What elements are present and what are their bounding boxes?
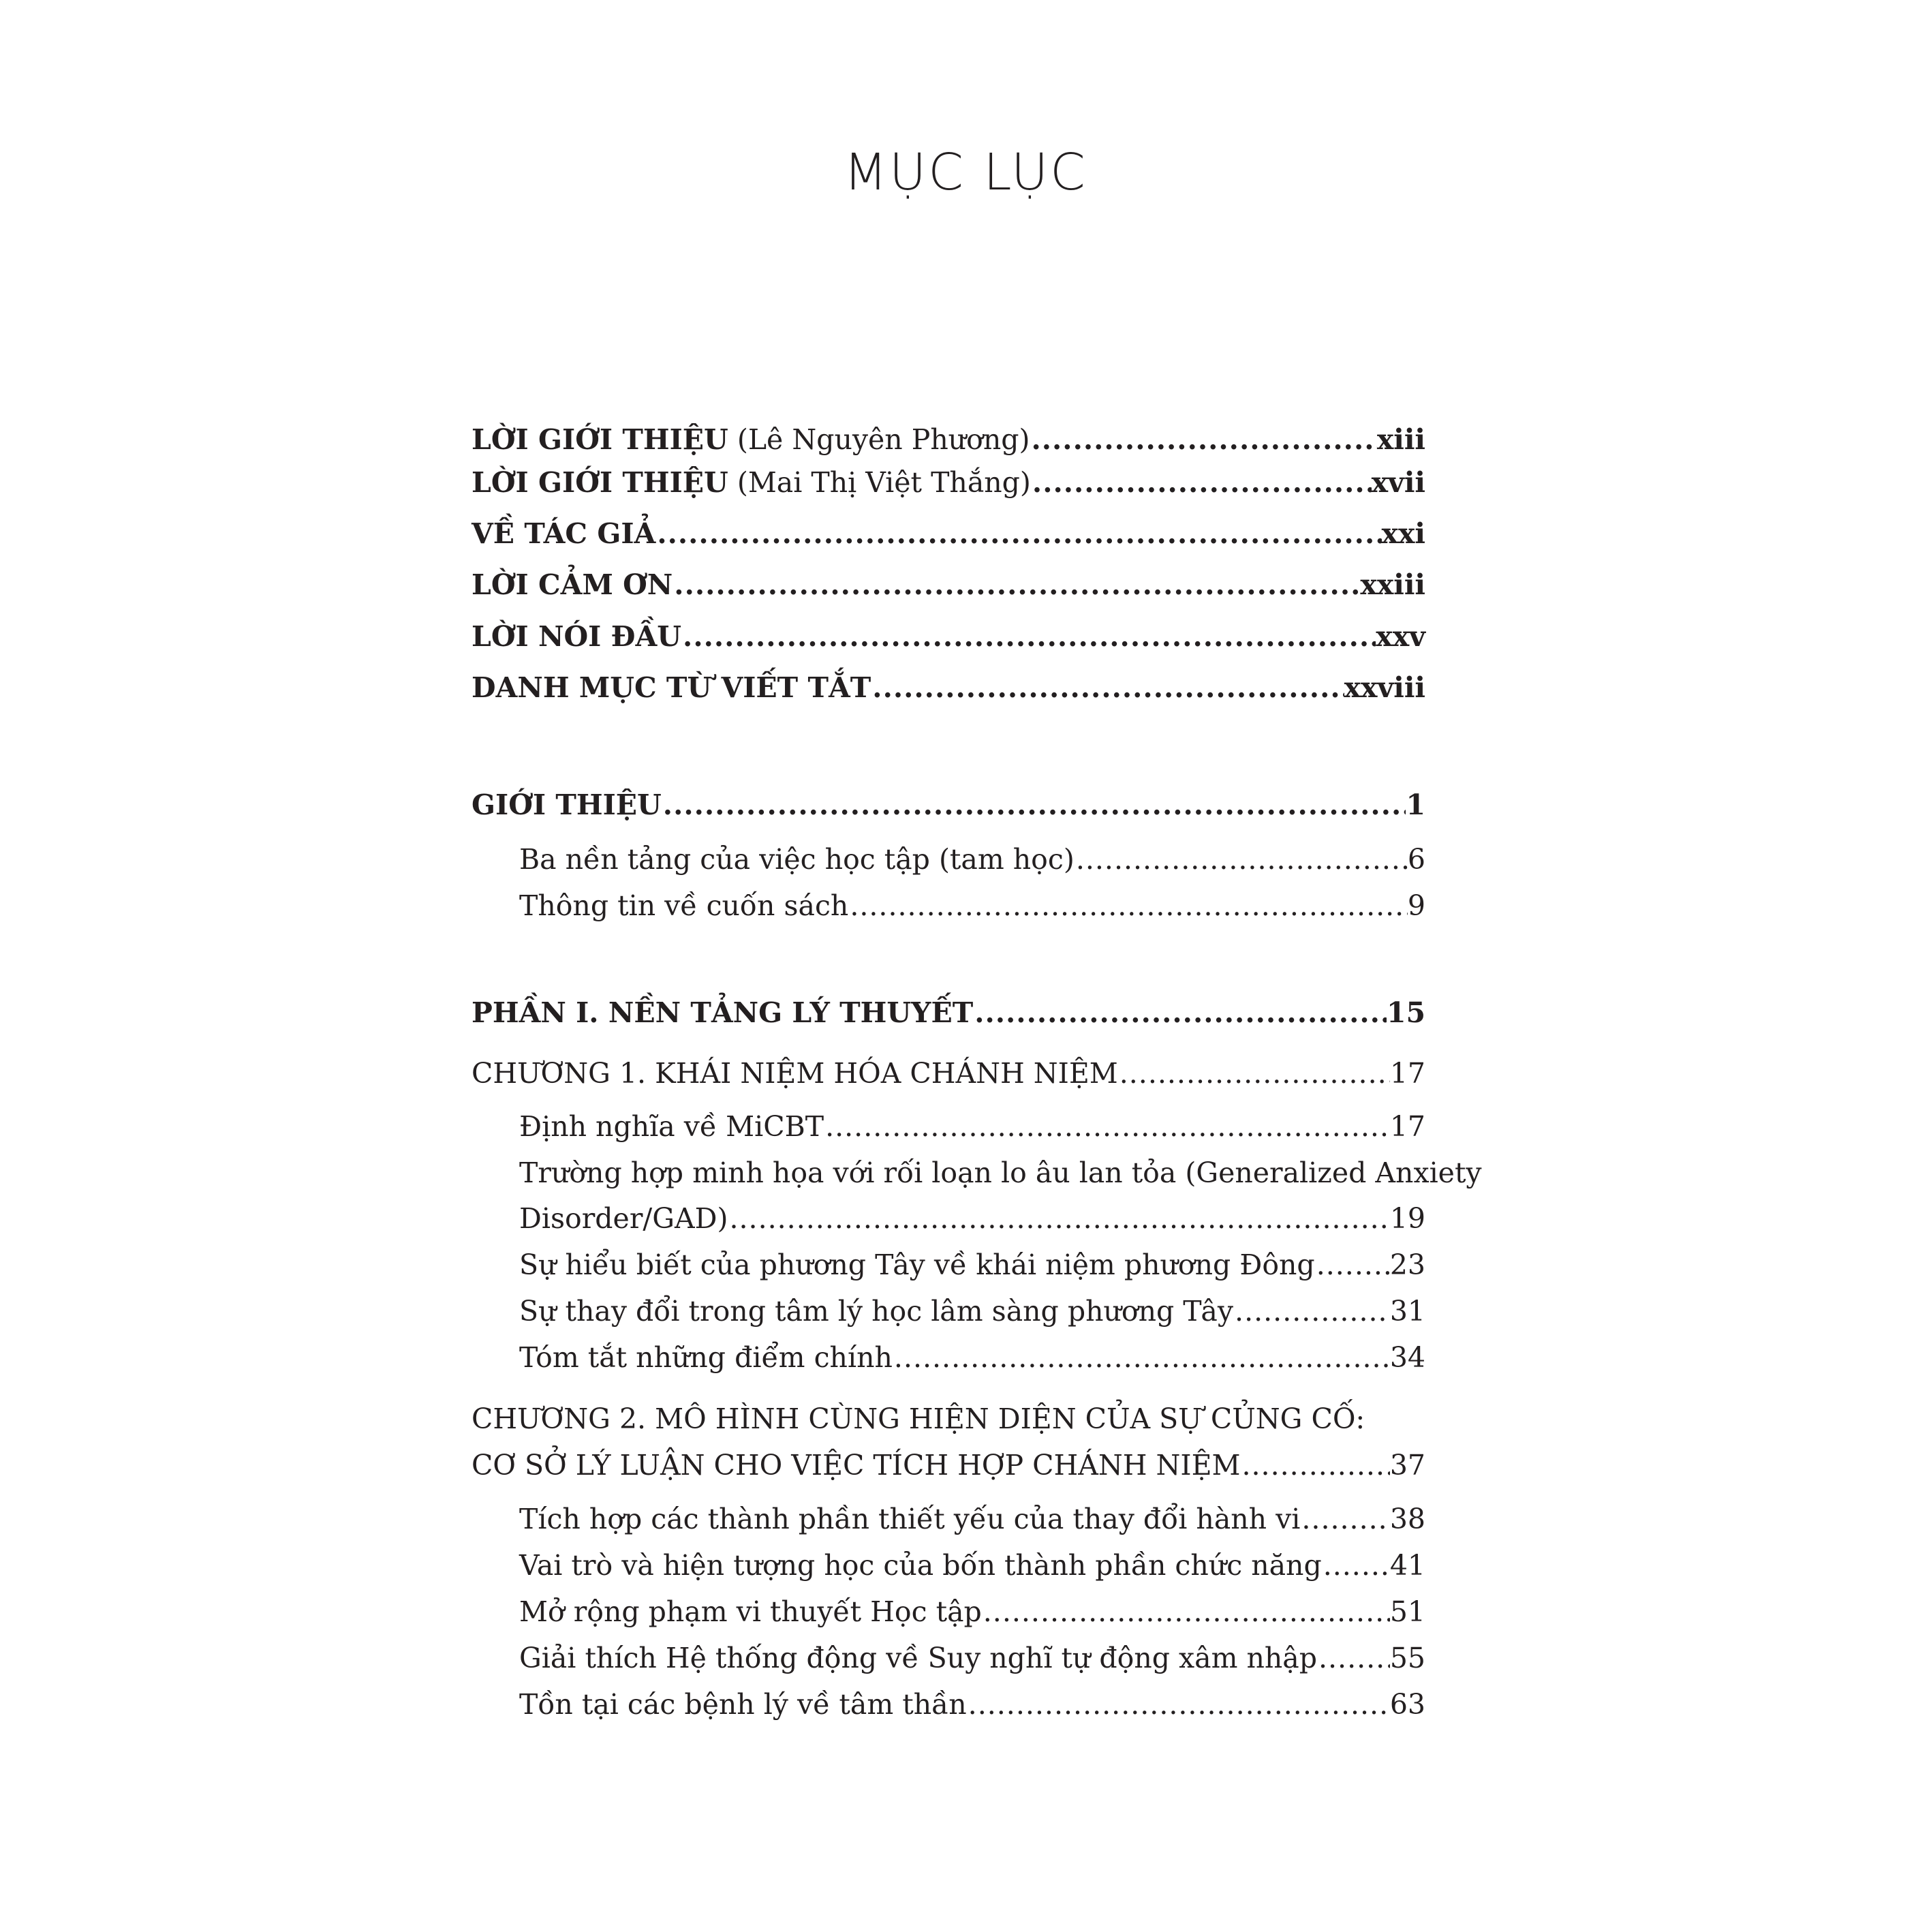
toc-entry-title: GIỚI THIỆU	[472, 788, 662, 821]
toc-entry	[472, 1400, 1425, 1437]
toc-page-number: 34	[1389, 1341, 1425, 1374]
toc-entry	[519, 887, 1425, 924]
toc-entry-title: Sự thay đổi trong tâm lý học lâm sàng phương Tây	[519, 1295, 1234, 1328]
toc-entry-title: Thông tin về cuốn sách	[519, 889, 849, 922]
toc-entry	[519, 1593, 1425, 1630]
dot-leader	[973, 994, 1387, 1031]
toc-entry-title: CƠ SỞ LÝ LUẬN CHO VIỆC TÍCH HỢP CHÁNH NIỆM	[472, 1449, 1241, 1482]
toc-page-number: xvii	[1371, 466, 1425, 499]
toc-page-number: 1	[1406, 788, 1425, 821]
dot-leader	[1317, 1640, 1390, 1676]
toc-page-number: xxv	[1376, 620, 1425, 653]
toc-page-number: 63	[1389, 1688, 1425, 1721]
toc-entry	[519, 1547, 1425, 1584]
toc-page-number: 31	[1389, 1295, 1425, 1328]
toc-entry	[472, 421, 1425, 458]
toc-page-number: 15	[1386, 996, 1425, 1029]
toc-entry-title: LỜI GIỚI THIỆU	[472, 423, 728, 456]
toc-entry	[519, 1293, 1425, 1330]
toc-page-number: 19	[1389, 1202, 1425, 1235]
toc-entry-title: CHƯƠNG 1. KHÁI NIỆM HÓA CHÁNH NIỆM	[472, 1057, 1118, 1090]
dot-leader	[893, 1339, 1390, 1376]
dot-leader	[871, 669, 1344, 706]
dot-leader	[1300, 1501, 1389, 1537]
toc-entry	[472, 515, 1425, 552]
toc-entry-title: Sự hiểu biết của phương Tây về khái niệm phương Đông	[519, 1248, 1315, 1281]
toc-page-number: 23	[1389, 1248, 1425, 1281]
toc-entry-title: Định nghĩa về MiCBT	[519, 1110, 824, 1143]
toc-entry	[472, 669, 1425, 706]
toc-entry	[472, 786, 1425, 823]
toc-page-number: xxiii	[1360, 568, 1425, 601]
toc-entry-title: Tồn tại các bệnh lý về tâm thần	[519, 1688, 967, 1721]
toc-entry	[519, 1640, 1425, 1676]
toc-page-number: xxviii	[1344, 671, 1425, 704]
toc-entry	[519, 1501, 1425, 1537]
toc-page-number: 38	[1389, 1503, 1425, 1535]
toc-entry-title: Disorder/GAD)	[519, 1202, 728, 1235]
toc-entry	[472, 618, 1425, 655]
dot-leader	[1240, 1447, 1389, 1484]
dot-leader	[1118, 1055, 1390, 1092]
dot-leader	[1030, 421, 1376, 458]
toc-entry-title: LỜI NÓI ĐẦU	[472, 620, 682, 653]
toc-entry-title: Mở rộng phạm vi thuyết Học tập	[519, 1595, 982, 1628]
toc-entry-title: Trường hợp minh họa với rối loạn lo âu lan tỏa (Generalized Anxiety	[519, 1156, 1482, 1189]
dot-leader	[1315, 1246, 1390, 1283]
dot-leader	[1233, 1293, 1390, 1330]
toc-entry	[519, 1108, 1425, 1145]
toc-entry-title: CHƯƠNG 2. MÔ HÌNH CÙNG HIỆN DIỆN CỦA SỰ CỦNG CỐ:	[472, 1402, 1365, 1435]
toc-page-number: 9	[1407, 889, 1425, 922]
toc-entry-title: DANH MỤC TỪ VIẾT TẮT	[472, 671, 871, 704]
dot-leader	[824, 1108, 1390, 1145]
toc-entry	[519, 1246, 1425, 1283]
toc-entry-title: LỜI GIỚI THIỆU	[472, 466, 728, 499]
dot-leader	[1322, 1547, 1390, 1584]
toc-entry	[472, 994, 1425, 1031]
toc-entry-title: VỀ TÁC GIẢ	[472, 517, 656, 550]
toc-entry-title: LỜI CẢM ƠN	[472, 568, 673, 601]
dot-leader	[728, 1200, 1389, 1237]
toc-page-number: 55	[1389, 1642, 1425, 1674]
dot-leader	[655, 515, 1381, 552]
dot-leader	[673, 566, 1360, 603]
toc-page-number: 6	[1407, 843, 1425, 876]
toc-page-number: xiii	[1376, 423, 1425, 456]
dot-leader	[681, 618, 1376, 655]
dot-leader	[982, 1593, 1390, 1630]
toc-entry-title: Tích hợp các thành phần thiết yếu của thay đổi hành vi	[519, 1503, 1301, 1535]
toc-entry-title: PHẦN I. NỀN TẢNG LÝ THUYẾT	[472, 996, 974, 1029]
dot-leader	[1075, 841, 1408, 878]
toc-page-number: 17	[1389, 1110, 1425, 1143]
toc-entry-title: Tóm tắt những điểm chính	[519, 1341, 893, 1374]
page-title: MỤC LỤC	[844, 143, 1087, 202]
toc-entry-title: Ba nền tảng của việc học tập (tam học)	[519, 843, 1075, 876]
toc-page-number: 51	[1389, 1595, 1425, 1628]
dot-leader	[967, 1686, 1390, 1723]
toc-page-number: 17	[1389, 1057, 1425, 1090]
toc-entry-title: Giải thích Hệ thống động về Suy nghĩ tự động xâm nhập	[519, 1642, 1317, 1674]
toc-entry	[519, 1339, 1425, 1376]
dot-leader	[662, 786, 1406, 823]
toc-entry	[472, 566, 1425, 603]
toc-page-number: 37	[1389, 1449, 1425, 1482]
toc-entry	[519, 1200, 1425, 1237]
toc-entry	[519, 1154, 1482, 1191]
dot-leader	[1031, 464, 1372, 501]
toc-entry-title: Vai trò và hiện tượng học của bốn thành phần chức năng	[519, 1549, 1322, 1582]
toc-page-number: 41	[1389, 1549, 1425, 1582]
dot-leader	[848, 887, 1408, 924]
toc-entry-subtitle: (Mai Thị Việt Thắng)	[728, 466, 1031, 499]
toc-entry	[472, 464, 1425, 501]
toc-entry	[472, 1447, 1425, 1484]
toc-entry	[472, 1055, 1425, 1092]
toc-entry-subtitle: (Lê Nguyên Phương)	[728, 423, 1030, 456]
toc-entry	[519, 1686, 1425, 1723]
toc-page-number: xxi	[1381, 517, 1425, 550]
toc-entry	[519, 841, 1425, 878]
